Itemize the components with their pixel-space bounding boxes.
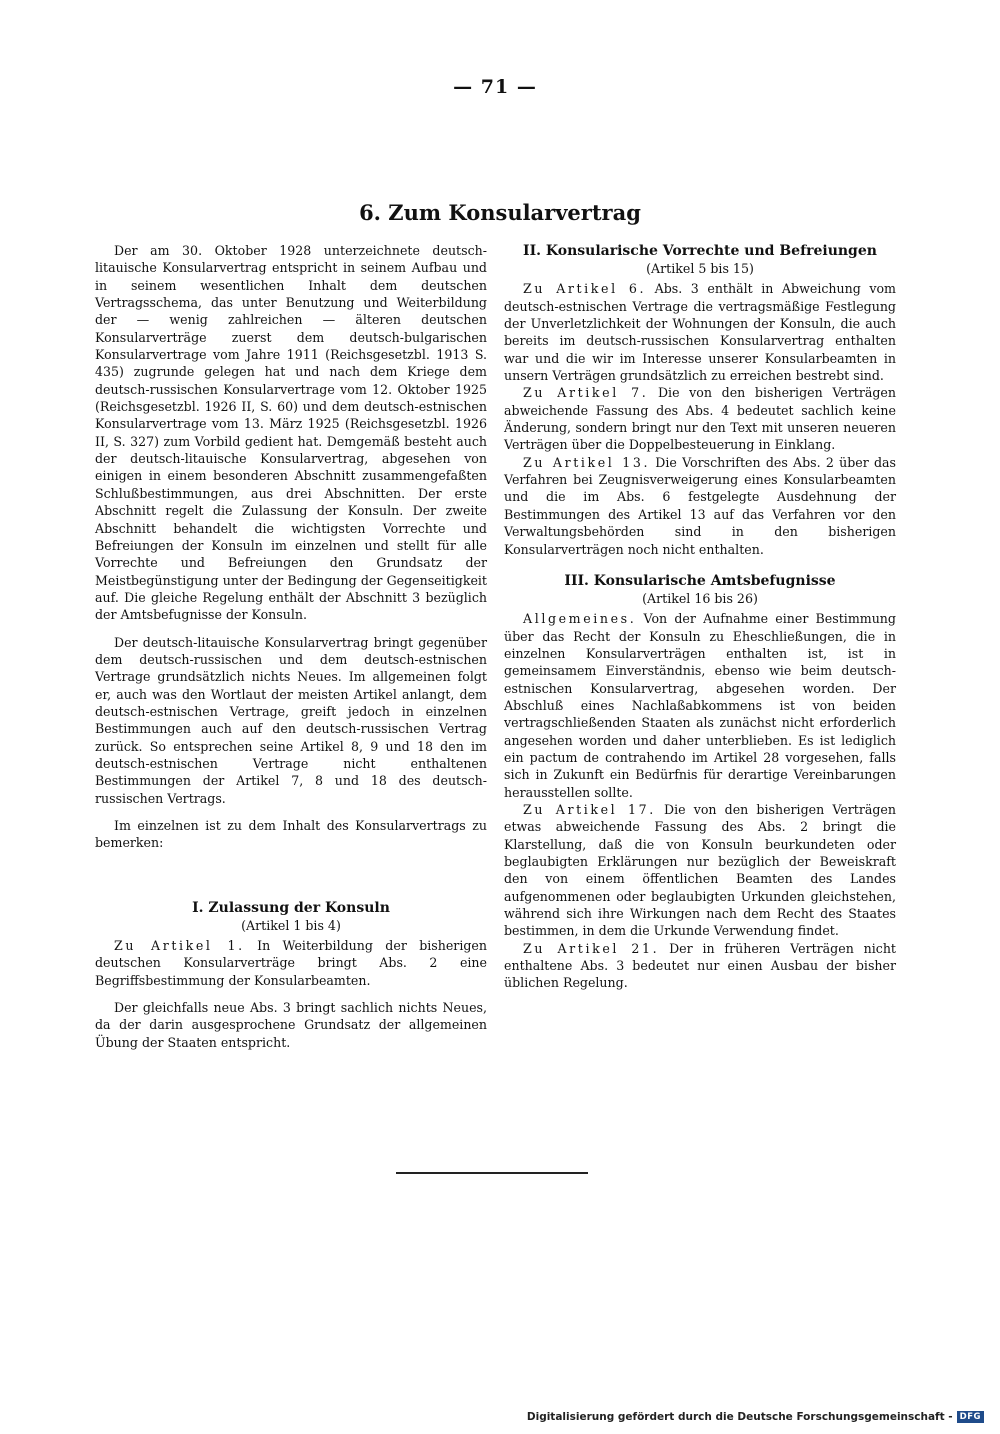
right-column	[504, 242, 896, 992]
section-i-range: (Artikel 1 bis 4)	[241, 917, 341, 933]
article-text: Die Vorschriften des Abs. 2 über das Verfahren bei Zeugnisverweigerung eines Konsularbeamten und die im Abs. 6 festgelegte Ausdehnung der Bestimmungen des Artikel 13 auf das Verfahren vor den Verwaltungsbehörden sind in den bisherigen Konsularverträgen noch nicht enthalten.	[504, 454, 896, 557]
body-paragraph: Im einzelnen ist zu dem Inhalt des Konsularvertrags zu bemerken:	[95, 818, 487, 851]
article-label: Zu Artikel 21.	[523, 940, 660, 956]
section-title: 6. Zum Konsularvertrag	[359, 200, 641, 225]
body-paragraph: Der deutsch-litauische Konsularvertrag bringt gegenüber dem deutsch-russischen und dem deutsch-estnischen Vertrage grundsätzlich nichts Neues. Im allgemeinen folgt er, auch was den Wortlaut der meisten Artikel anlangt, dem deutsch-estnischen Vertrage, greift jedoch in einzelnen Bestimmungen auch auf den deutsch-russischen Vertrag zurück. So entsprechen seine Artikel 8, 9 und 18 den im deutsch-estnischen Vertrage nicht enthaltenen Bestimmungen der Artikel 7, 8 und 18 des deutsch-russischen Vertrags.	[95, 634, 487, 806]
end-divider	[396, 1172, 588, 1174]
article-paragraph	[504, 940, 896, 992]
intro-paragraph: Der am 30. Oktober 1928 unterzeichnete deutsch-litauische Konsularvertrag entspricht in seinem Aufbau und in seinem wesentlichen Inhalt dem deutschen Vertragsschema, das unter Benutzung und Weiterbildung der — wenig zahlreichen — älteren deutschen Konsularverträge zuerst dem deutsch-bulgarischen Konsularvertrage vom Jahre 1911 (Reichsgesetzbl. 1913 S. 435) zugrunde gelegen hat und nach dem Kriege dem deutsch-russischen Konsularvertrage vom 12. Oktober 1925 (Reichsgesetzbl. 1926 II, S. 60) und dem deutsch-estnischen Konsularvertrage vom 13. März 1925 (Reichsgesetzbl. 1926 II, S. 327) zum Vorbild gedient hat. Demgemäß besteht auch der deutsch-litauische Konsularvertrag, abgesehen von einigen in einem besonderen Abschnitt zusammengefaßten Schlußbestimmungen, aus drei Abschnitten. Der erste Abschnitt regelt die Zulassung der Konsuln. Der zweite Abschnitt behandelt die wichtigsten Vorrechte und Befreiungen der Konsuln im einzelnen und stellt für alle Vorrechte und Befreiungen den Grundsatz der Meistbegünstigung unter der Bedingung der Gegenseitigkeit auf. Die gleiche Regelung enthält der Abschnitt 3 bezüglich der Amtsbefugnisse der Konsuln.	[95, 243, 487, 623]
article-text: Von der Aufnahme einer Bestimmung über das Recht der Konsuln zu Eheschließungen, die in einzelnen Konsularverträgen enthalten ist, ist in gemeinsamem Einverständnis, ebenso wie beim deutsch-estnischen Konsularvertrag, abgesehen worden. Der Abschluß eines Nachlaßabkommens ist von beiden vertragschließenden Staaten als zunächst nicht erforderlich angesehen worden und daher unterblieben. Es ist lediglich ein pactum de contrahendo im Artikel 28 vorgesehen, falls sich in Zukunft ein Bedürfnis für derartige Vereinbarungen herausstellen sollte.	[504, 611, 896, 800]
footer-text: Digitalisierung gefördert durch die Deutsche Forschungsgemeinschaft -	[526, 1411, 953, 1423]
section-ii-range: (Artikel 5 bis 15)	[646, 261, 754, 276]
section-iii-heading: III. Konsularische Amtsbefugnisse	[564, 572, 836, 589]
page-number: — 71 —	[453, 76, 537, 98]
dfg-logo: DFG	[957, 1411, 984, 1423]
footer	[527, 1411, 984, 1423]
section-i-heading: I. Zulassung der Konsuln	[192, 899, 390, 916]
article-paragraph	[504, 454, 896, 558]
article-label: Zu Artikel 17.	[523, 801, 656, 817]
article-paragraph	[504, 610, 896, 801]
left-column	[95, 242, 487, 1051]
article-label: Zu Artikel 13.	[523, 454, 651, 470]
article-text: Die von den bisherigen Verträgen abweichende Fassung des Abs. 4 bedeutet sachlich keine Änderung, sondern bringt nur den Text mit unseren neueren Verträgen über die Doppelbesteuerung in Einklang.	[504, 385, 896, 453]
article-text: Der in früheren Verträgen nicht enthaltene Abs. 3 bedeutet nur einen Ausbau der bisher üblichen Regelung.	[504, 940, 896, 991]
body-paragraph: Der gleichfalls neue Abs. 3 bringt sachlich nichts Neues, da der darin ausgesprochene Grundsatz der allgemeinen Übung der Staaten entspricht.	[95, 1000, 487, 1050]
article-label: Zu Artikel 7.	[523, 385, 649, 401]
article-text: Die von den bisherigen Verträgen etwas abweichende Fassung des Abs. 2 bringt die Klarstellung, daß die von Konsuln beurkundeten oder beglaubigten Erklärungen nur bezüglich der Beweiskraft den von einem öffentlichen Beamten des Landes aufgenommenen oder beglaubigten Urkunden gleichstehen, während sich ihre Wirkungen nach dem Recht des Staates bestimmen, in dem die Urkunde Verwendung findet.	[504, 801, 896, 939]
article-text: In Weiterbildung der bisherigen deutschen Konsularverträge bringt Abs. 2 eine Begriffsbestimmung der Konsularbeamten.	[95, 938, 487, 988]
article-paragraph	[504, 384, 896, 453]
article-label: Zu Artikel 1.	[114, 938, 245, 954]
section-iii-range: (Artikel 16 bis 26)	[642, 590, 758, 606]
article-text: Abs. 3 enthält in Abweichung vom deutsch-estnischen Vertrage die vertragsmäßige Festlegung der Unverletzlichkeit der Wohnungen der Konsuln, die auch bereits im deutsch-russischen Konsularvertrag enthalten war und die wir im Interesse unserer Konsularbeamten in unsern Verträgen grundsätzlich zu erreichen bestrebt sind.	[504, 281, 896, 384]
article-paragraph	[504, 801, 896, 940]
article-label: Allgemeines.	[523, 611, 637, 627]
section-ii-heading: II. Konsularische Vorrechte und Befreiungen	[523, 243, 877, 259]
article-paragraph	[95, 937, 487, 989]
article-label: Zu Artikel 6.	[523, 281, 647, 297]
article-paragraph	[504, 280, 896, 384]
